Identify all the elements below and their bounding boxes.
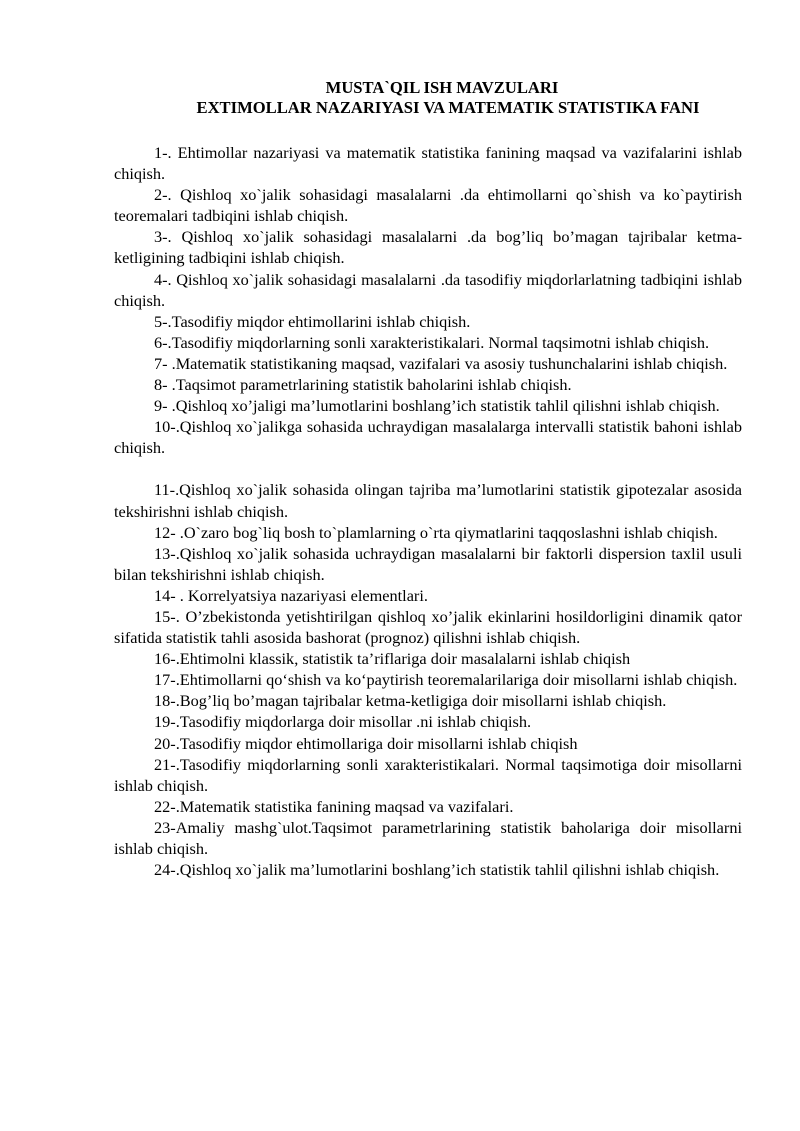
topic-item-7: 7- .Matematik statistikaning maqsad, vazifalari va asosiy tushunchalarini ishlab chiqish.	[154, 353, 728, 373]
paragraph-gap	[114, 458, 742, 479]
topic-item-2: 2-. Qishloq xo`jalik sohasidagi masalalarni .da ehtimollarni qo`shish va ko`paytirish teoremalari tadbiqini ishlab chiqish.	[114, 185, 742, 226]
topic-item-14: 14- . Korrelyatsiya nazariyasi elementlari.	[154, 585, 428, 605]
topic-item-13: 13-.Qishloq xo`jalik sohasida uchraydigan masalalarni bir faktorli dispersion taxlil usuli bilan tekshirishni ishlab chiqish.	[114, 543, 742, 584]
topic-item-8: 8- .Taqsimot parametrlarining statistik baholarini ishlab chiqish.	[154, 375, 572, 395]
topic-item-21: 21-.Tasodifiy miqdorlarning sonli xarakteristikalari. Normal taqsimotiga doir misollarni ishlab chiqish.	[114, 754, 742, 795]
topic-item-19: 19-.Tasodifiy miqdorlarga doir misollar .ni ishlab chiqish.	[154, 712, 532, 732]
topic-item-16: 16-.Ehtimolni klassik, statistik ta’riflariga doir masalalarni ishlab chiqish	[154, 649, 631, 669]
topic-item-11: 11-.Qishloq xo`jalik sohasida olingan tajriba ma’lumotlarini statistik gipotezalar asosida tekshirishni ishlab chiqish.	[114, 480, 742, 521]
topic-item-22: 22-.Matematik statistika fanining maqsad va vazifalari.	[154, 796, 514, 816]
topic-list	[114, 142, 742, 880]
document-page	[114, 78, 742, 880]
topic-item-10: 10-.Qishloq xo`jalikga sohasida uchraydigan masalalarga intervalli statistik bahoni ishlab chiqish.	[114, 417, 742, 458]
topic-item-1: 1-. Ehtimollar nazariyasi va matematik statistika fanining maqsad va vazifalarini ishlab chiqish.	[114, 143, 742, 184]
document-title: MUSTA`QIL ISH MAVZULARI	[325, 78, 559, 97]
topic-item-6: 6-.Tasodifiy miqdorlarning sonli xarakteristikalari. Normal taqsimotni ishlab chiqish.	[154, 332, 710, 352]
topic-item-15: 15-. O’zbekistonda yetishtirilgan qishloq xo’jalik ekinlarini hosildorligini dinamik qator sifatida statistik tahli asosida bashorat (prognoz) qilishni ishlab chiqish.	[114, 606, 742, 648]
topic-item-4: 4-. Qishloq xo`jalik sohasidagi masalalarni .da tasodifiy miqdorlarlatning tadbiqini ishlab chiqish.	[114, 269, 742, 310]
document-subtitle: EXTIMOLLAR NAZARIYASI VA MATEMATIK STATISTIKA FANI	[196, 98, 700, 117]
topic-item-9: 9- .Qishloq xo’jaligi ma’lumotlarini boshlang’ich statistik tahlil qilishni ishlab chiqish.	[154, 396, 720, 416]
topic-item-3: 3-. Qishloq xo`jalik sohasidagi masalalarni .da bog’liq bo’magan tajribalar ketma-ketligining tadbiqini ishlab chiqish.	[114, 227, 742, 268]
topic-item-23: 23-Amaliy mashg`ulot.Taqsimot parametrlarining statistik baholariga doir misollarni ishlab chiqish.	[114, 817, 742, 858]
topic-item-12: 12- .O`zaro bog`liq bosh to`plamlarning o`rta qiymatlarini taqqoslashni ishlab chiqish.	[154, 522, 718, 542]
topic-item-5: 5-.Tasodifiy miqdor ehtimollarini ishlab chiqish.	[154, 311, 471, 331]
topic-item-24: 24-.Qishloq xo`jalik ma’lumotlarini boshlang’ich statistik tahlil qilishni ishlab chiqish.	[154, 860, 720, 880]
topic-item-17: 17-.Ehtimollarni qo‘shish va ko‘paytirish teoremalarilariga doir misollarni ishlab chiqish.	[154, 670, 738, 690]
topic-item-20: 20-.Tasodifiy miqdor ehtimollariga doir misollarni ishlab chiqish	[154, 733, 578, 753]
topic-item-18: 18-.Bog’liq bo’magan tajribalar ketma-ketligiga doir misollarni ishlab chiqish.	[154, 691, 667, 711]
